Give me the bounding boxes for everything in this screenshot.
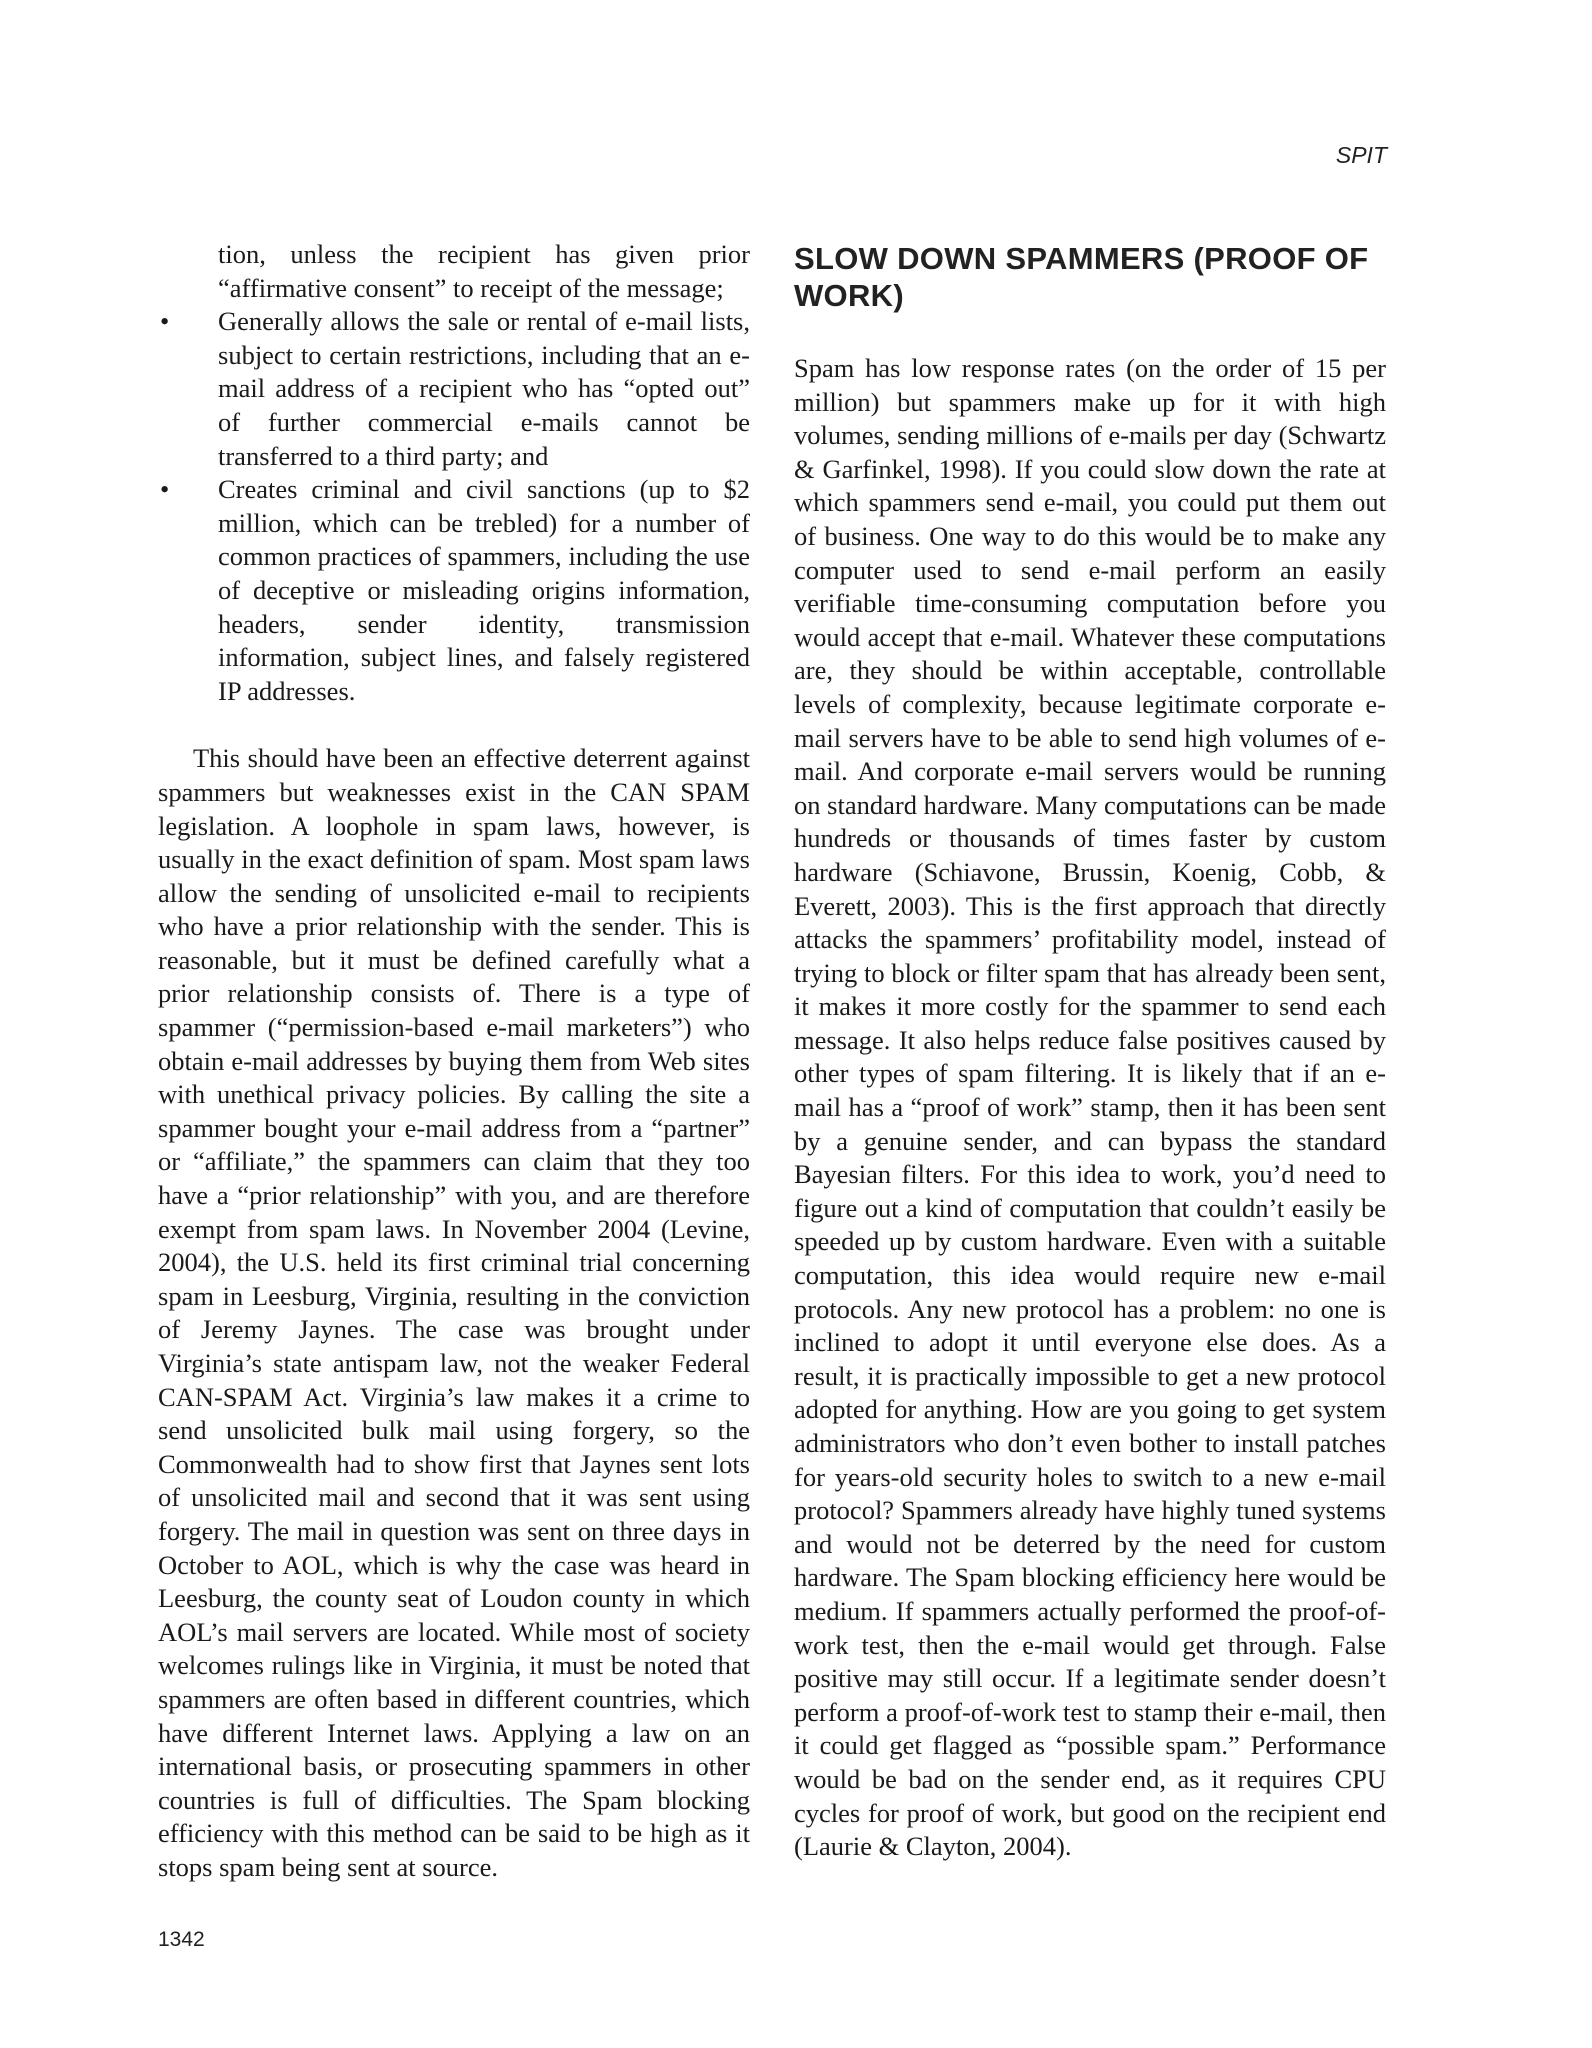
- list-continuation: tion, unless the recipient has given prior “affirmative consent” to receipt of the message;: [218, 239, 750, 303]
- list-item: [158, 473, 750, 708]
- bullet-marker: •: [160, 474, 170, 505]
- right-column: [794, 238, 1386, 1864]
- body-paragraph: This should have been an effective deterrent against spammers but weaknesses exist in the CAN SPAM legislation. A loophole in spam laws, however, is usually in the exact definition of spam. Most spam laws allow the sending of unsolicited e-mail to recipients who have a prior relationship with the sender. This is reasonable, but it must be defined carefully what a prior relationship consists of. There is a type of spammer (“permission-based e-mail marketers”) who obtain e-mail addresses by buying them from Web sites with unethical privacy policies. By calling the site a spammer bought your e-mail address from a “partner” or “affiliate,” the spammers can claim that they too have a “prior relationship” with you, and are therefore exempt from spam laws. In November 2004 (Levine, 2004), the U.S. held its first criminal trial concerning spam in Leesburg, Virginia, resulting in the conviction of Jeremy Jaynes. The case was brought under Virginia’s state antispam law, not the weaker Federal CAN-SPAM Act. Virginia’s law makes it a crime to send unsolicited bulk mail using forgery, so the Commonwealth had to show first that Jaynes sent lots of unsolicited mail and second that it was sent using forgery. The mail in question was sent on three days in October to AOL, which is why the case was heard in Leesburg, the county seat of Loudon county in which AOL’s mail servers are located. While most of society welcomes rulings like in Virginia, it must be noted that spammers are often based in different countries, which have different Internet laws. Applying a law on an international basis, or prosecuting spammers in other countries is full of difficulties. The Spam blocking efficiency with this method can be said to be high as it stops spam being sent at source.: [158, 743, 750, 1882]
- running-head: SPIT: [1335, 142, 1387, 168]
- list-item: [158, 305, 750, 473]
- bullet-marker: •: [160, 306, 170, 337]
- bullet-text: Generally allows the sale or rental of e-mail lists, subject to certain restrictions, including that an e-mail address of a recipient who has “opted out” of further commercial e-mails cannot be transferred to a third party; and: [218, 306, 750, 471]
- page-number: 1342: [158, 1928, 205, 1951]
- bullet-list: [158, 305, 750, 708]
- section-heading: SLOW DOWN SPAMMERS (PROOF OF WORK): [794, 241, 1369, 313]
- left-column: [158, 238, 750, 1885]
- body-paragraph: Spam has low response rates (on the order of 15 per million) but spammers make up for it with high volumes, sending millions of e-mails per day (Schwartz & Garfinkel, 1998). If you could slow down the rate at which spammers send e-mail, you could put them out of business. One way to do this would be to make any computer used to send e-mail perform an easily verifiable time-consuming computation before you would accept that e-mail. Whatever these computations are, they should be within acceptable, controllable levels of complexity, because legitimate corporate e-mail servers have to be able to send high volumes of e-mail. And corporate e-mail servers would be running on standard hardware. Many computations can be made hundreds or thousands of times faster by custom hardware (Schiavone, Brussin, Koenig, Cobb, & Everett, 2003). This is the first approach that directly attacks the spammers’ profitability model, instead of trying to block or filter spam that has already been sent, it makes it more costly for the spammer to send each message. It also helps reduce false positives caused by other types of spam filtering. It is likely that if an e-mail has a “proof of work” stamp, then it has been sent by a genuine sender, and can bypass the standard Bayesian filters. For this idea to work, you’d need to figure out a kind of computation that couldn’t easily be speeded up by custom hardware. Even with a suitable computation, this idea would require new e-mail protocols. Any new protocol has a problem: no one is inclined to adopt it until everyone else does. As a result, it is practically impossible to get a new protocol adopted for anything. How are you going to get system administrators who don’t even bother to install patches for years-old security holes to switch to a new e-mail protocol? Spammers already have highly tuned systems and would not be deterred by the need for custom hardware. The Spam blocking efficiency here would be medium. If spammers actually performed the proof-of-work test, then the e-mail would get through. False positive may still occur. If a legitimate sender doesn’t perform a proof-of-work test to stamp their e-mail, then it could get flagged as “possible spam.” Performance would be bad on the sender end, as it requires CPU cycles for proof of work, but good on the recipient end (Laurie & Clayton, 2004).: [794, 353, 1386, 1862]
- bullet-text: Creates criminal and civil sanctions (up to $2 million, which can be trebled) for a number of common practices of spammers, including the use of deceptive or misleading origins information, headers, sender identity, transmission information, subject lines, and falsely registered IP addresses.: [218, 474, 750, 706]
